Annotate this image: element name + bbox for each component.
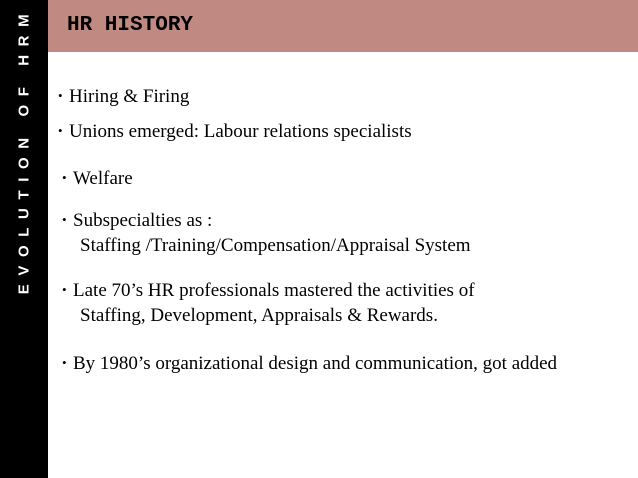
bullet-text: Welfare — [73, 168, 133, 189]
sidebar-title: EVOLUTION OF HRM — [15, 5, 33, 295]
bullet-item-unions — [58, 118, 412, 144]
bullet-item-subspecialties — [62, 207, 471, 258]
bullet-icon: • — [58, 123, 63, 138]
bullet-text: By 1980’s organizational design and communication, got added — [73, 353, 558, 374]
bullet-item-hiring — [58, 83, 189, 109]
bullet-text: Late 70’s HR professionals mastered the activities of — [73, 280, 475, 301]
bullet-text: Unions emerged: Labour relations specialists — [69, 121, 412, 142]
bullet-icon: • — [62, 212, 67, 227]
bullet-icon: • — [62, 170, 67, 185]
header-band — [48, 0, 638, 52]
bullet-item-welfare — [62, 165, 133, 191]
bullet-text-continued: Staffing, Development, Appraisals & Rewards. — [80, 305, 438, 326]
bullet-icon: • — [58, 88, 63, 103]
bullet-text-continued: Staffing /Training/Compensation/Appraisal System — [80, 235, 471, 256]
bullet-item-1980s — [62, 350, 557, 376]
bullet-item-late-70s — [62, 277, 475, 328]
page-title: HR HISTORY — [67, 14, 194, 37]
bullet-text: Subspecialties as : — [73, 210, 213, 231]
bullet-text: Hiring & Firing — [69, 86, 190, 107]
sidebar — [0, 0, 48, 478]
bullet-icon: • — [62, 282, 67, 297]
bullet-icon: • — [62, 355, 67, 370]
